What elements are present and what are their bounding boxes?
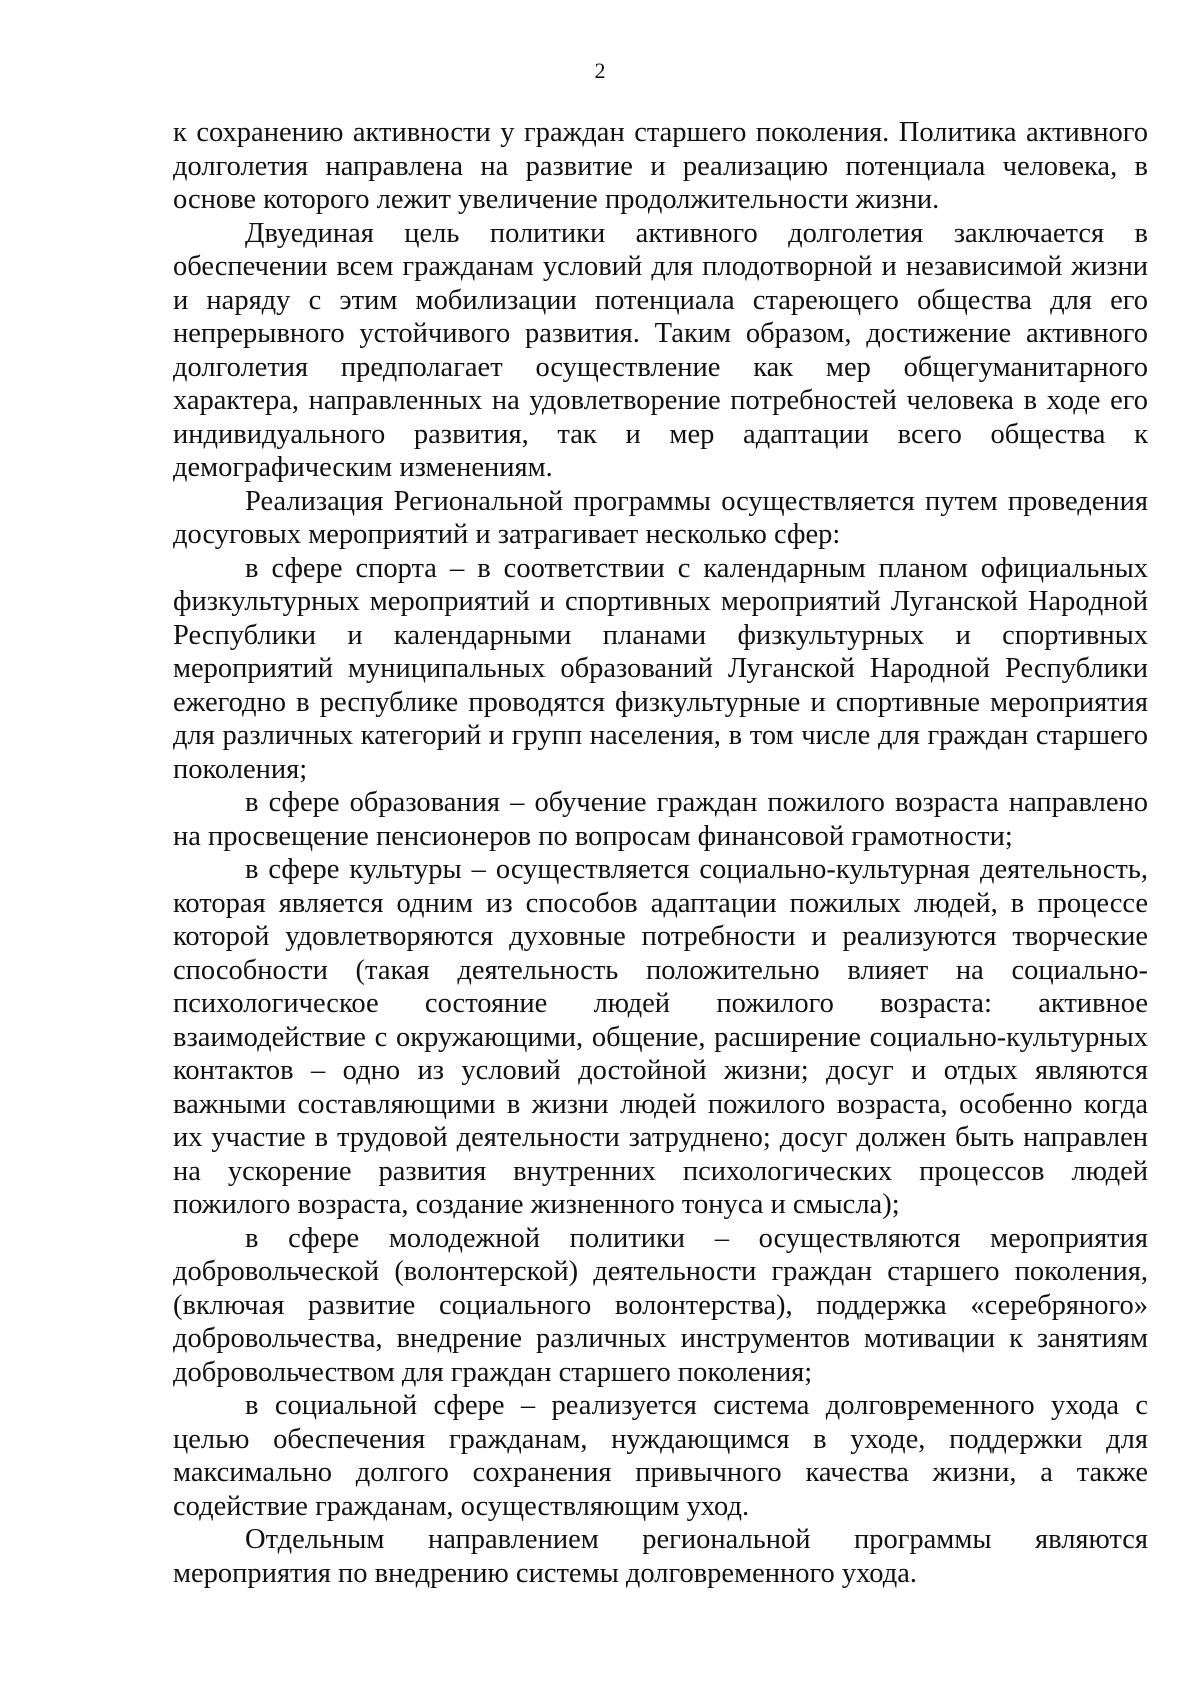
paragraph-long-term-care: Отдельным направлением региональной программы являются мероприятия по внедрению системы долговременного ухода. (173, 1524, 1148, 1589)
paragraph-continuation: к сохранению активности у граждан старшего поколения. Политика активного долголетия направлена на развитие и реализацию потенциала человека, в основе которого лежит увеличение продолжительности жизни. (173, 117, 1148, 215)
paragraph-program-implementation: Реализация Региональной программы осуществляется путем проведения досуговых мероприятий и затрагивает несколько сфер: (173, 485, 1148, 550)
paragraph-dual-goal: Двуединая цель политики активного долголетия заключается в обеспечении всем гражданам условий для плодотворной и независимой жизни и наряду с этим мобилизации потенциала стареющего общества для его непрерывного устойчивого развития. Таким образом, достижение активного долголетия предполагает осуществление как мер общегуманитарного характера, направленных на удовлетворение потребностей человека в ходе его индивидуального развития, так и мер адаптации всего общества к демографическим изменениям. (173, 217, 1148, 483)
document-body (173, 116, 1148, 1590)
paragraph-social-sphere: в социальной сфере – реализуется система долговременного ухода с целью обеспечения гражданам, нуждающимся в уходе, поддержки для максимально долгого сохранения привычного качества жизни, а также содействие гражданам, осуществляющим уход. (173, 1390, 1148, 1522)
page-number: 2 (594, 58, 606, 83)
paragraph-sport-sphere: в сфере спорта – в соответствии с календарным планом официальных физкультурных мероприятий и спортивных мероприятий Луганской Народной Республики и календарными планами физкультурных и спортивных мероприятий муниципальных образований Луганской Народной Республики ежегодно в республике проводятся физкультурные и спортивные мероприятия для различных категорий и групп населения, в том числе для граждан старшего поколения; (173, 552, 1148, 785)
paragraph-education-sphere: в сфере образования – обучение граждан пожилого возраста направлено на просвещение пенсионеров по вопросам финансовой грамотности; (173, 787, 1148, 852)
paragraph-culture-sphere: в сфере культуры – осуществляется социально-культурная деятельность, которая является одним из способов адаптации пожилых людей, в процессе которой удовлетворяются духовные потребности и реализуются творческие способности (такая деятельность положительно влияет на социально-психологическое состояние людей пожилого возраста: активное взаимодействие с окружающими, общение, расширение социально-культурных контактов – одно из условий достойной жизни; досуг и отдых являются важными составляющими в жизни людей пожилого возраста, особенно когда их участие в трудовой деятельности затруднено; досуг должен быть направлен на ускорение развития внутренних психологических процессов людей пожилого возраста, создание жизненного тонуса и смысла); (173, 854, 1148, 1220)
paragraph-youth-policy-sphere: в сфере молодежной политики – осуществляются мероприятия добровольческой (волонтерской) деятельности граждан старшего поколения, (включая развитие социального волонтерства), поддержка «серебряного» добровольчества, внедрение различных инструментов мотивации к занятиям добровольчеством для граждан старшего поколения; (173, 1222, 1148, 1388)
